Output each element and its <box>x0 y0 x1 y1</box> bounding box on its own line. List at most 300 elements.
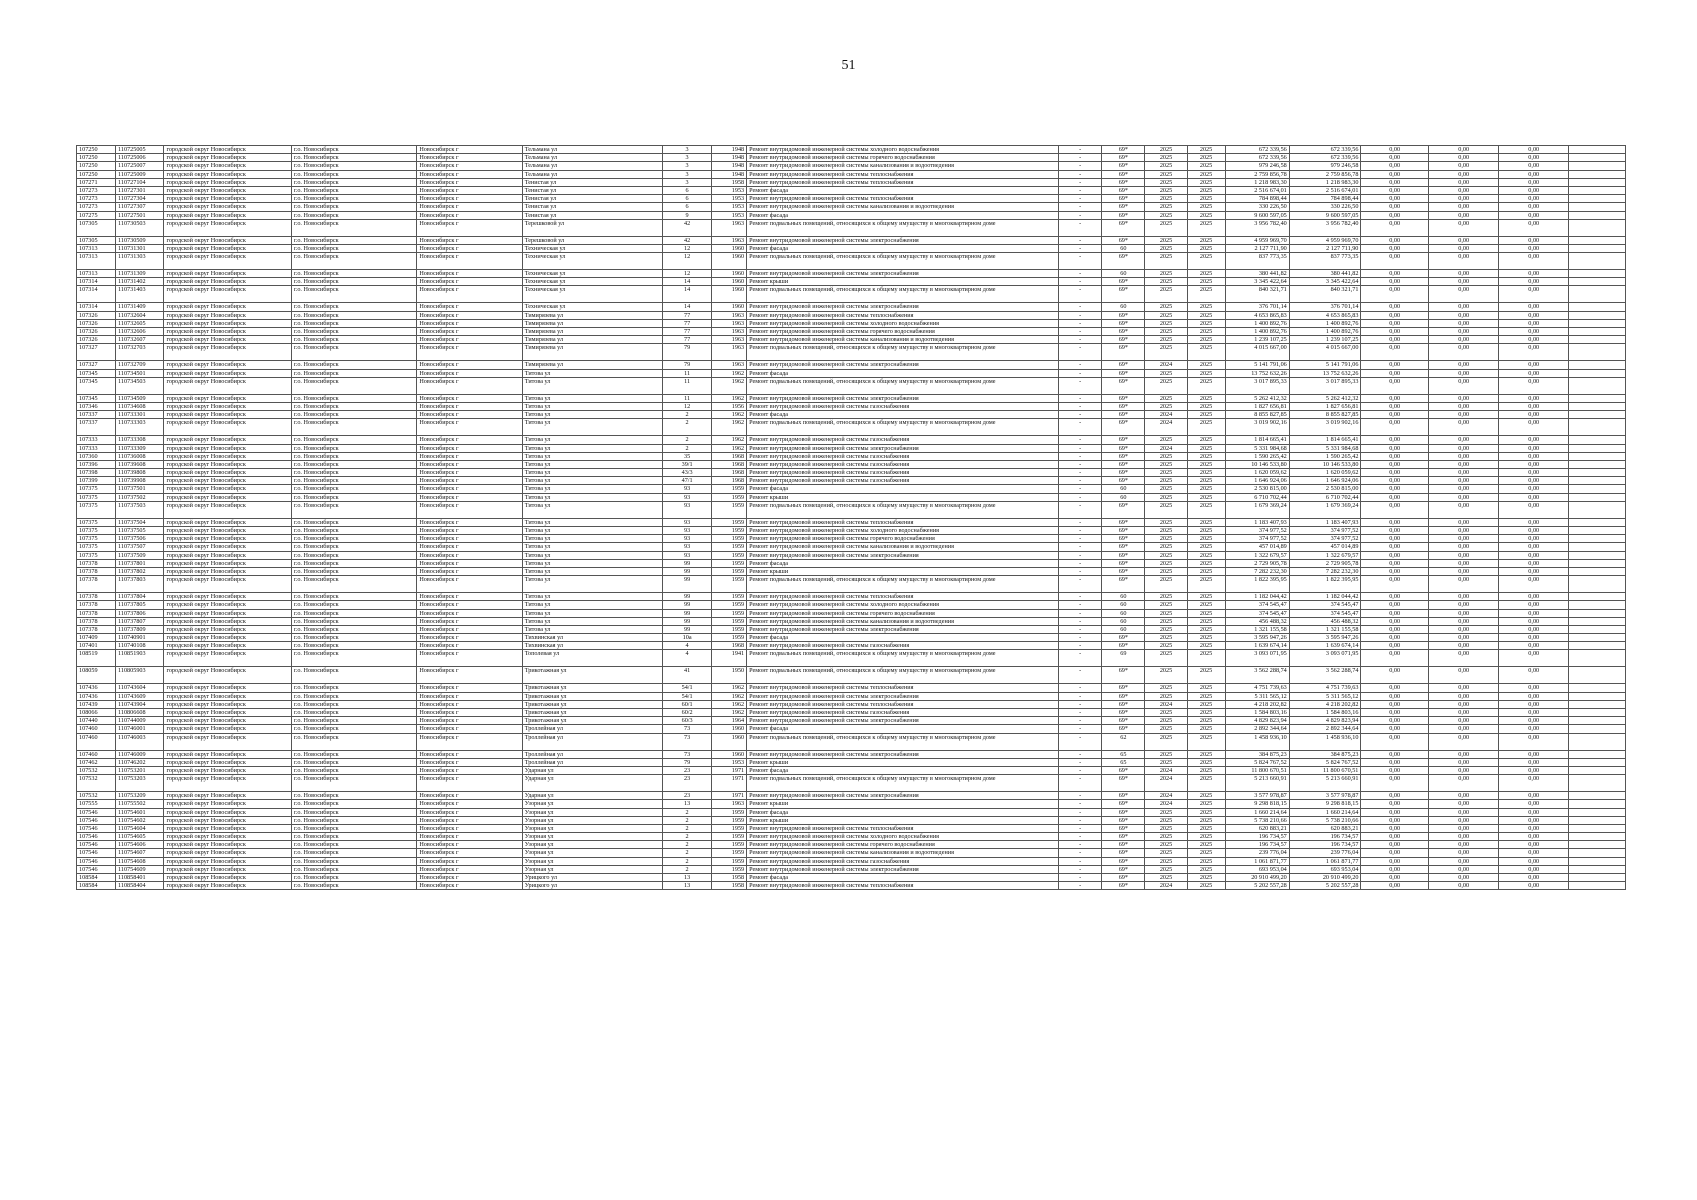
cell-wear-percent: 69* <box>1102 833 1145 841</box>
cell-cost-total: 3 093 071,95 <box>1225 650 1289 667</box>
cell-street: Титова ул <box>522 485 662 493</box>
cell-cost-budget-1: 0,00 <box>1361 436 1428 444</box>
table-row <box>77 270 1626 278</box>
cell-build-year: 1959 <box>712 609 747 617</box>
cell-house-number: 99 <box>662 625 712 633</box>
cell-house-number: 77 <box>662 328 712 336</box>
cell-cost-budget-2: 0,00 <box>1428 419 1499 436</box>
cell-municipal-district: городской округ Новосибирск <box>164 874 292 882</box>
cell-settlement: Новосибирск г <box>417 527 522 535</box>
cell-cost-budget-3: 0,00 <box>1499 460 1569 468</box>
cell-street: Титова ул <box>522 469 662 477</box>
cell-municipal-formation: г.о. Новосибирск <box>291 411 416 419</box>
cell-finish-year: 2025 <box>1187 369 1225 377</box>
cell-house-number: 12 <box>662 244 712 252</box>
cell-cost-budget-3: 0,00 <box>1499 419 1569 436</box>
cell-work-id: 110737806 <box>115 609 163 617</box>
cell-cost-fund: 3 345 422,64 <box>1289 278 1361 286</box>
cell-cost-budget-1: 0,00 <box>1361 394 1428 402</box>
cell-cost-budget-3: 0,00 <box>1499 808 1569 816</box>
cell-street: Техническая ул <box>522 286 662 303</box>
cell-municipal-formation: г.о. Новосибирск <box>291 527 416 535</box>
cell-cost-budget-2: 0,00 <box>1428 857 1499 865</box>
cell-house-id: 107375 <box>77 485 116 493</box>
cell-cost-fund: 1 218 983,30 <box>1289 178 1361 186</box>
cell-cost-budget-2: 0,00 <box>1428 543 1499 551</box>
cell-municipal-formation: г.о. Новосибирск <box>291 460 416 468</box>
table-row <box>77 436 1626 444</box>
cell-cost-fund: 837 773,35 <box>1289 253 1361 270</box>
cell-cost-budget-1: 0,00 <box>1361 319 1428 327</box>
cell-build-year: 1959 <box>712 535 747 543</box>
cell-municipal-district: городской округ Новосибирск <box>164 286 292 303</box>
cell-municipal-formation: г.о. Новосибирск <box>291 146 416 154</box>
cell-cost-budget-3: 0,00 <box>1499 477 1569 485</box>
cell-street: Титова ул <box>522 477 662 485</box>
cell-settlement: Новосибирск г <box>417 195 522 203</box>
cell-cost-fund: 4 218 202,82 <box>1289 700 1361 708</box>
cell-work-type: Ремонт подвальных помещений, относящихся к общему имуществу в многоквартирном доме <box>747 344 1059 361</box>
cell-finish-year: 2025 <box>1187 725 1225 733</box>
cell-work-id: 110805903 <box>115 667 163 684</box>
cell-cost-budget-1: 0,00 <box>1361 444 1428 452</box>
cell-work-type: Ремонт подвальных помещений, относящихся к общему имуществу в многоквартирном доме <box>747 733 1059 750</box>
cell-build-year: 1962 <box>712 419 747 436</box>
cell-street: Тельмана ул <box>522 170 662 178</box>
cell-finish-year: 2025 <box>1187 518 1225 526</box>
cell-municipal-district: городской округ Новосибирск <box>164 186 292 194</box>
cell-cost-total: 11 800 670,51 <box>1225 766 1289 774</box>
cell-cost-fund: 374 545,47 <box>1289 609 1361 617</box>
cell-settlement: Новосибирск г <box>417 684 522 692</box>
cell-settlement: Новосибирск г <box>417 576 522 593</box>
cell-plan-year: 2025 <box>1145 609 1187 617</box>
cell-municipal-district: городской округ Новосибирск <box>164 750 292 758</box>
cell-cost-budget-2: 0,00 <box>1428 244 1499 252</box>
cell-work-id: 110739808 <box>115 469 163 477</box>
cell-build-year: 1959 <box>712 625 747 633</box>
cell-wear-percent: 69* <box>1102 775 1145 792</box>
cell-work-id: 110731402 <box>115 278 163 286</box>
cell-cost-budget-1: 0,00 <box>1361 609 1428 617</box>
cell-cell-dash: - <box>1059 543 1102 551</box>
cell-municipal-formation: г.о. Новосибирск <box>291 170 416 178</box>
cell-work-type: Ремонт фасада <box>747 725 1059 733</box>
cell-work-id: 110730509 <box>115 236 163 244</box>
cell-build-year: 1971 <box>712 766 747 774</box>
cell-plan-year: 2025 <box>1145 286 1187 303</box>
cell-work-type: Ремонт внутридомовой инженерной системы горячего водоснабжения <box>747 841 1059 849</box>
cell-municipal-formation: г.о. Новосибирск <box>291 775 416 792</box>
cell-work-type: Ремонт внутридомовой инженерной системы электроснабжения <box>747 692 1059 700</box>
cell-house-number: 41 <box>662 667 712 684</box>
cell-finish-year: 2025 <box>1187 833 1225 841</box>
cell-build-year: 1953 <box>712 203 747 211</box>
cell-wear-percent: 69* <box>1102 501 1145 518</box>
table-row <box>77 841 1626 849</box>
cell-cost-budget-3: 0,00 <box>1499 154 1569 162</box>
cell-cost-budget-3: 0,00 <box>1499 219 1569 236</box>
cell-cost-total: 3 577 978,87 <box>1225 792 1289 800</box>
cell-cost-budget-1: 0,00 <box>1361 849 1428 857</box>
cell-plan-year: 2025 <box>1145 543 1187 551</box>
cell-work-id: 110754607 <box>115 849 163 857</box>
cell-work-type: Ремонт подвальных помещений, относящихся к общему имуществу в многоквартирном доме <box>747 419 1059 436</box>
table-row <box>77 485 1626 493</box>
cell-municipal-formation: г.о. Новосибирск <box>291 286 416 303</box>
cell-cost-budget-1: 0,00 <box>1361 725 1428 733</box>
cell-finish-year: 2025 <box>1187 567 1225 575</box>
cell-settlement: Новосибирск г <box>417 865 522 873</box>
cell-build-year: 1962 <box>712 394 747 402</box>
cell-build-year: 1950 <box>712 667 747 684</box>
cell-cost-extra <box>1568 501 1625 518</box>
cell-work-type: Ремонт подвальных помещений, относящихся к общему имуществу в многоквартирном доме <box>747 501 1059 518</box>
cell-work-type: Ремонт внутридомовой инженерной системы горячего водоснабжения <box>747 535 1059 543</box>
cell-cell-dash: - <box>1059 195 1102 203</box>
cell-municipal-formation: г.о. Новосибирск <box>291 469 416 477</box>
cell-plan-year: 2025 <box>1145 162 1187 170</box>
cell-work-id: 110753201 <box>115 766 163 774</box>
cell-settlement: Новосибирск г <box>417 617 522 625</box>
cell-finish-year: 2025 <box>1187 758 1225 766</box>
cell-cost-fund: 196 734,57 <box>1289 833 1361 841</box>
cell-cost-budget-1: 0,00 <box>1361 460 1428 468</box>
cell-house-number: 43/3 <box>662 469 712 477</box>
cell-settlement: Новосибирск г <box>417 402 522 410</box>
cell-work-type: Ремонт внутридомовой инженерной системы газоснабжения <box>747 460 1059 468</box>
cell-finish-year: 2025 <box>1187 775 1225 792</box>
cell-cell-dash: - <box>1059 559 1102 567</box>
cell-cost-budget-2: 0,00 <box>1428 816 1499 824</box>
cell-cell-dash: - <box>1059 766 1102 774</box>
cell-wear-percent: 69* <box>1102 178 1145 186</box>
cell-cost-fund: 3 562 288,74 <box>1289 667 1361 684</box>
table-row <box>77 792 1626 800</box>
cell-work-type: Ремонт внутридомовой инженерной системы канализования и водоотведения <box>747 543 1059 551</box>
cell-wear-percent: 69* <box>1102 236 1145 244</box>
cell-plan-year: 2025 <box>1145 824 1187 832</box>
cell-street: Терешковой ул <box>522 219 662 236</box>
cell-cost-budget-1: 0,00 <box>1361 824 1428 832</box>
cell-finish-year: 2025 <box>1187 601 1225 609</box>
cell-cost-total: 4 751 739,63 <box>1225 684 1289 692</box>
cell-municipal-district: городской округ Новосибирск <box>164 849 292 857</box>
cell-plan-year: 2025 <box>1145 452 1187 460</box>
cell-house-id: 107250 <box>77 146 116 154</box>
cell-cost-total: 1 239 107,25 <box>1225 336 1289 344</box>
cell-municipal-district: городской округ Новосибирск <box>164 593 292 601</box>
cell-cell-dash: - <box>1059 792 1102 800</box>
cell-cost-budget-1: 0,00 <box>1361 758 1428 766</box>
cell-build-year: 1959 <box>712 501 747 518</box>
cell-build-year: 1968 <box>712 452 747 460</box>
cell-cost-budget-1: 0,00 <box>1361 667 1428 684</box>
cell-finish-year: 2025 <box>1187 709 1225 717</box>
cell-finish-year: 2025 <box>1187 162 1225 170</box>
cell-work-id: 110727104 <box>115 178 163 186</box>
cell-plan-year: 2024 <box>1145 775 1187 792</box>
cell-finish-year: 2025 <box>1187 593 1225 601</box>
cell-cost-fund: 2 759 856,78 <box>1289 170 1361 178</box>
cell-finish-year: 2025 <box>1187 452 1225 460</box>
cell-cost-fund: 979 246,58 <box>1289 162 1361 170</box>
cell-street: Тихвинская ул <box>522 634 662 642</box>
cell-street: Тенистая ул <box>522 178 662 186</box>
cell-cost-extra <box>1568 609 1625 617</box>
cell-cost-budget-2: 0,00 <box>1428 186 1499 194</box>
cell-municipal-formation: г.о. Новосибирск <box>291 634 416 642</box>
cell-plan-year: 2024 <box>1145 792 1187 800</box>
cell-work-type: Ремонт фасада <box>747 485 1059 493</box>
cell-cost-extra <box>1568 857 1625 865</box>
cell-street: Тимирязева ул <box>522 361 662 369</box>
cell-municipal-formation: г.о. Новосибирск <box>291 717 416 725</box>
cell-house-number: 3 <box>662 170 712 178</box>
cell-cell-dash: - <box>1059 617 1102 625</box>
cell-cost-total: 4 829 823,94 <box>1225 717 1289 725</box>
cell-street: Титова ул <box>522 601 662 609</box>
cell-plan-year: 2025 <box>1145 576 1187 593</box>
cell-settlement: Новосибирск г <box>417 824 522 832</box>
cell-wear-percent: 60 <box>1102 303 1145 311</box>
cell-house-id: 107305 <box>77 236 116 244</box>
cell-cell-dash: - <box>1059 758 1102 766</box>
cell-cost-budget-1: 0,00 <box>1361 865 1428 873</box>
cell-cell-dash: - <box>1059 634 1102 642</box>
cell-work-id: 110740901 <box>115 634 163 642</box>
cell-cost-budget-1: 0,00 <box>1361 527 1428 535</box>
cell-work-id: 110733301 <box>115 411 163 419</box>
cell-municipal-formation: г.о. Новосибирск <box>291 543 416 551</box>
cell-build-year: 1963 <box>712 361 747 369</box>
cell-cost-budget-1: 0,00 <box>1361 469 1428 477</box>
cell-house-number: 35 <box>662 452 712 460</box>
cell-street: Узорная ул <box>522 816 662 824</box>
cell-settlement: Новосибирск г <box>417 841 522 849</box>
cell-municipal-district: городской округ Новосибирск <box>164 211 292 219</box>
cell-settlement: Новосибирск г <box>417 650 522 667</box>
cell-work-type: Ремонт внутридомовой инженерной системы электроснабжения <box>747 270 1059 278</box>
cell-wear-percent: 69* <box>1102 808 1145 816</box>
cell-work-type: Ремонт внутридомовой инженерной системы газоснабжения <box>747 709 1059 717</box>
cell-settlement: Новосибирск г <box>417 186 522 194</box>
cell-cost-fund: 840 321,71 <box>1289 286 1361 303</box>
cell-cost-fund: 3 017 895,33 <box>1289 377 1361 394</box>
cell-cost-budget-3: 0,00 <box>1499 684 1569 692</box>
cell-street: Тельмана ул <box>522 146 662 154</box>
cell-plan-year: 2025 <box>1145 278 1187 286</box>
cell-work-id: 110732606 <box>115 328 163 336</box>
cell-work-type: Ремонт внутридомовой инженерной системы электроснабжения <box>747 750 1059 758</box>
cell-work-type: Ремонт внутридомовой инженерной системы холодного водоснабжения <box>747 833 1059 841</box>
cell-cell-dash: - <box>1059 170 1102 178</box>
table-row <box>77 700 1626 708</box>
cell-house-number: 99 <box>662 576 712 593</box>
cell-cost-total: 2 127 711,90 <box>1225 244 1289 252</box>
table-row <box>77 816 1626 824</box>
cell-plan-year: 2025 <box>1145 270 1187 278</box>
cell-municipal-formation: г.о. Новосибирск <box>291 477 416 485</box>
cell-finish-year: 2025 <box>1187 361 1225 369</box>
cell-street: Ударная ул <box>522 775 662 792</box>
cell-cost-extra <box>1568 270 1625 278</box>
cell-municipal-district: городской округ Новосибирск <box>164 551 292 559</box>
cell-cost-budget-2: 0,00 <box>1428 684 1499 692</box>
cell-plan-year: 2025 <box>1145 617 1187 625</box>
cell-work-type: Ремонт внутридомовой инженерной системы электроснабжения <box>747 444 1059 452</box>
cell-cost-total: 456 488,32 <box>1225 617 1289 625</box>
cell-cost-budget-1: 0,00 <box>1361 808 1428 816</box>
cell-municipal-district: городской округ Новосибирск <box>164 328 292 336</box>
cell-settlement: Новосибирск г <box>417 452 522 460</box>
cell-house-id: 107250 <box>77 154 116 162</box>
cell-plan-year: 2025 <box>1145 311 1187 319</box>
cell-cell-dash: - <box>1059 377 1102 394</box>
cell-cost-budget-1: 0,00 <box>1361 625 1428 633</box>
cell-cost-budget-2: 0,00 <box>1428 203 1499 211</box>
cell-cost-budget-3: 0,00 <box>1499 857 1569 865</box>
cell-cost-extra <box>1568 634 1625 642</box>
cell-cost-budget-3: 0,00 <box>1499 186 1569 194</box>
cell-work-id: 110737809 <box>115 625 163 633</box>
table-row <box>77 219 1626 236</box>
cell-build-year: 1959 <box>712 543 747 551</box>
cell-street: Техническая ул <box>522 278 662 286</box>
cell-house-id: 107462 <box>77 758 116 766</box>
cell-settlement: Новосибирск г <box>417 336 522 344</box>
cell-work-id: 110740108 <box>115 642 163 650</box>
cell-cell-dash: - <box>1059 609 1102 617</box>
cell-plan-year: 2024 <box>1145 419 1187 436</box>
cell-street: Титова ул <box>522 593 662 601</box>
cell-cost-budget-1: 0,00 <box>1361 419 1428 436</box>
cell-cost-budget-2: 0,00 <box>1428 750 1499 758</box>
cell-house-id: 107378 <box>77 567 116 575</box>
cell-street: Троллейная ул <box>522 725 662 733</box>
cell-wear-percent: 69* <box>1102 286 1145 303</box>
cell-work-id: 110732703 <box>115 344 163 361</box>
cell-build-year: 1941 <box>712 650 747 667</box>
cell-finish-year: 2025 <box>1187 692 1225 700</box>
cell-cost-budget-1: 0,00 <box>1361 593 1428 601</box>
cell-cost-budget-2: 0,00 <box>1428 865 1499 873</box>
page-number: 51 <box>841 58 856 73</box>
cell-wear-percent: 69* <box>1102 336 1145 344</box>
cell-work-id: 110725009 <box>115 170 163 178</box>
cell-cost-budget-2: 0,00 <box>1428 154 1499 162</box>
cell-street: Техническая ул <box>522 244 662 252</box>
cell-street: Тенистая ул <box>522 186 662 194</box>
table-row <box>77 800 1626 808</box>
cell-municipal-district: городской округ Новосибирск <box>164 792 292 800</box>
cell-cost-fund: 196 734,57 <box>1289 841 1361 849</box>
cell-cost-extra <box>1568 535 1625 543</box>
cell-cost-extra <box>1568 849 1625 857</box>
cell-work-id: 110725006 <box>115 154 163 162</box>
cell-cell-dash: - <box>1059 692 1102 700</box>
cell-cost-budget-2: 0,00 <box>1428 593 1499 601</box>
cell-cell-dash: - <box>1059 709 1102 717</box>
cell-cost-budget-3: 0,00 <box>1499 816 1569 824</box>
cell-house-number: 42 <box>662 219 712 236</box>
cell-street: Ударная ул <box>522 792 662 800</box>
cell-cost-total: 1 814 665,41 <box>1225 436 1289 444</box>
cell-cost-total: 2 516 674,01 <box>1225 186 1289 194</box>
cell-wear-percent: 69* <box>1102 518 1145 526</box>
cell-municipal-district: городской округ Новосибирск <box>164 411 292 419</box>
cell-municipal-formation: г.о. Новосибирск <box>291 733 416 750</box>
cell-build-year: 1960 <box>712 303 747 311</box>
cell-cost-budget-2: 0,00 <box>1428 617 1499 625</box>
cell-cost-total: 2 759 856,78 <box>1225 170 1289 178</box>
cell-build-year: 1959 <box>712 576 747 593</box>
cell-municipal-district: городской округ Новосибирск <box>164 725 292 733</box>
cell-cost-budget-3: 0,00 <box>1499 758 1569 766</box>
cell-finish-year: 2025 <box>1187 841 1225 849</box>
cell-cost-budget-2: 0,00 <box>1428 162 1499 170</box>
cell-work-type: Ремонт внутридомовой инженерной системы теплоснабжения <box>747 195 1059 203</box>
cell-cost-fund: 784 898,44 <box>1289 195 1361 203</box>
cell-cost-budget-3: 0,00 <box>1499 601 1569 609</box>
cell-cost-budget-3: 0,00 <box>1499 253 1569 270</box>
cell-plan-year: 2025 <box>1145 211 1187 219</box>
cell-work-type: Ремонт внутридомовой инженерной системы теплоснабжения <box>747 684 1059 692</box>
cell-work-id: 110753203 <box>115 775 163 792</box>
table-row <box>77 865 1626 873</box>
cell-plan-year: 2025 <box>1145 841 1187 849</box>
cell-finish-year: 2025 <box>1187 733 1225 750</box>
cell-plan-year: 2025 <box>1145 551 1187 559</box>
cell-house-number: 23 <box>662 775 712 792</box>
cell-build-year: 1962 <box>712 692 747 700</box>
cell-work-type: Ремонт крыши <box>747 758 1059 766</box>
cell-cell-dash: - <box>1059 278 1102 286</box>
cell-street: Троллейная ул <box>522 758 662 766</box>
cell-plan-year: 2024 <box>1145 361 1187 369</box>
cell-cost-budget-2: 0,00 <box>1428 219 1499 236</box>
cell-cost-budget-2: 0,00 <box>1428 178 1499 186</box>
cell-cost-extra <box>1568 311 1625 319</box>
cell-cost-budget-3: 0,00 <box>1499 278 1569 286</box>
cell-build-year: 1960 <box>712 270 747 278</box>
table-row <box>77 336 1626 344</box>
cell-house-number: 2 <box>662 444 712 452</box>
cell-house-number: 60/1 <box>662 700 712 708</box>
cell-cost-budget-3: 0,00 <box>1499 775 1569 792</box>
cell-cost-extra <box>1568 469 1625 477</box>
cell-cost-total: 6 710 702,44 <box>1225 493 1289 501</box>
cell-wear-percent: 60 <box>1102 609 1145 617</box>
cell-cost-fund: 5 311 565,12 <box>1289 692 1361 700</box>
cell-street: Титова ул <box>522 402 662 410</box>
cell-cost-budget-3: 0,00 <box>1499 709 1569 717</box>
cell-cell-dash: - <box>1059 394 1102 402</box>
cell-plan-year: 2024 <box>1145 800 1187 808</box>
cell-settlement: Новосибирск г <box>417 394 522 402</box>
cell-work-id: 110851903 <box>115 650 163 667</box>
cell-build-year: 1962 <box>712 369 747 377</box>
cell-wear-percent: 69* <box>1102 792 1145 800</box>
cell-cost-budget-3: 0,00 <box>1499 733 1569 750</box>
cell-work-type: Ремонт фасада <box>747 634 1059 642</box>
cell-plan-year: 2025 <box>1145 642 1187 650</box>
cell-cost-total: 376 701,14 <box>1225 303 1289 311</box>
cell-street: Титова ул <box>522 576 662 593</box>
cell-cost-fund: 457 014,89 <box>1289 543 1361 551</box>
cell-cell-dash: - <box>1059 162 1102 170</box>
cell-cost-total: 13 752 632,26 <box>1225 369 1289 377</box>
